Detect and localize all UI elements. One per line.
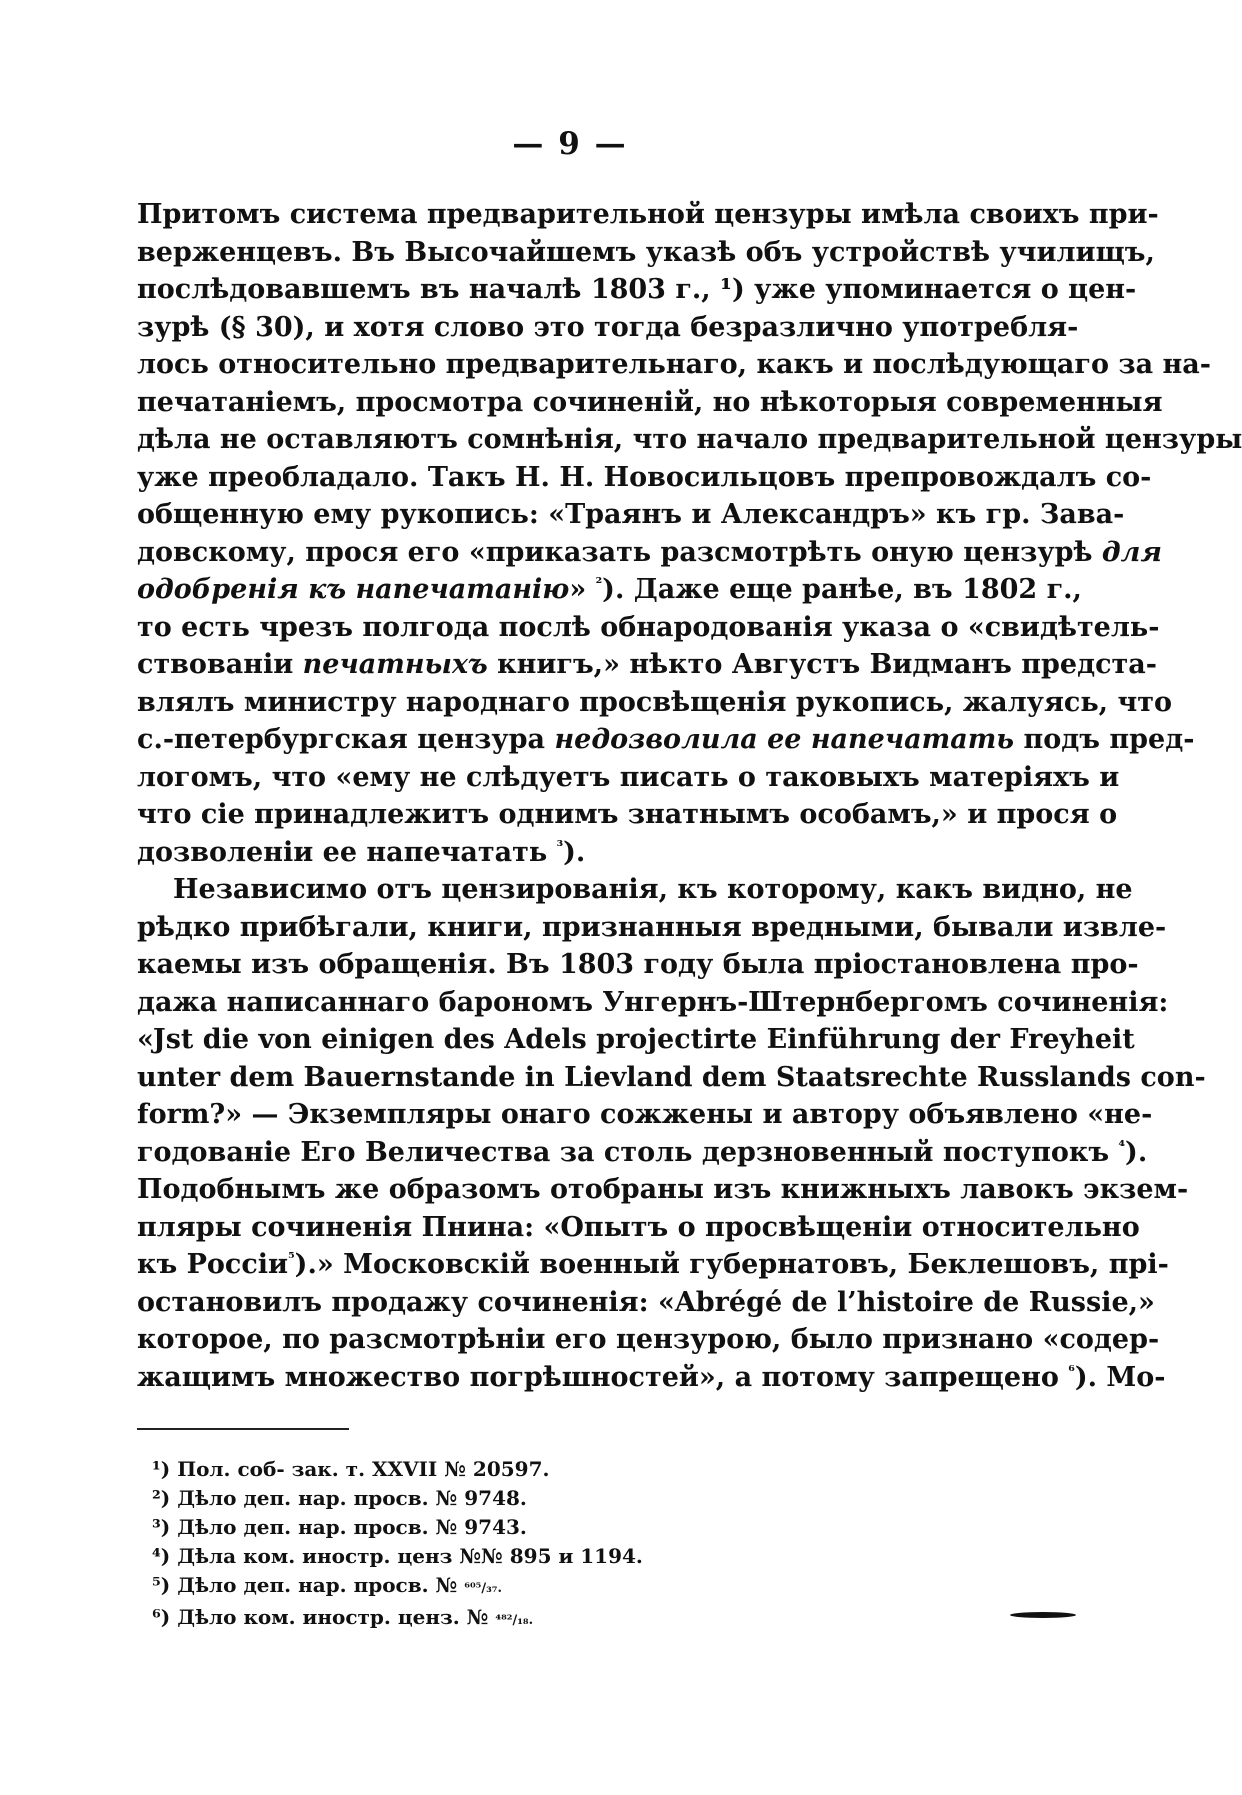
footnote: ³) Дѣло деп. нар. просв. № 9743. xyxy=(152,1515,527,1539)
note-mark: ¹) xyxy=(720,274,745,305)
footnote: ⁴) Дѣла ком. иностр. ценз №№ 895 и 1194. xyxy=(152,1544,643,1568)
text-line: влялъ министру народнаго просвѣщенія рукопись, жалуясь, что xyxy=(137,686,1172,718)
note-mark: ⁴ xyxy=(1118,1136,1126,1155)
text-line: form?» — Экземпляры онаго сожжены и автору объявлено «не- xyxy=(137,1099,1153,1130)
text-line: которое, по разсмотрѣніи его цензурою, было признано «содер- xyxy=(137,1324,1160,1355)
text-line: дѣла не оставляютъ сомнѣнія, что начало предварительной цензуры xyxy=(137,424,1242,455)
text-line: дозволеніи ее напечатать $^{^3}$). xyxy=(137,836,586,868)
printer-ornament-dash xyxy=(1010,1612,1076,1618)
text-line: годованіе Его Величества за столь дерзновенный поступокъ $^{^4}$). xyxy=(137,1136,1148,1168)
text-line: дажа написаннаго барономъ Унгернъ-Штернбергомъ сочиненія: xyxy=(137,986,1169,1018)
text-line: «Jst die von einigen des Adels projectirte Einführung der Freyheit xyxy=(137,1024,1135,1055)
text-line: довскому, прося его «приказать разсмотрѣть оную цензурѣ для xyxy=(137,536,1162,568)
text-line: зурѣ (§ 30), и хотя слово это тогда безразлично употребля- xyxy=(137,311,1079,343)
text-line: unter dem Bauernstande in Lievland dem Staatsrechte Russlands con- xyxy=(137,1061,1206,1093)
note-mark: ² xyxy=(595,574,603,592)
text-line: Независимо отъ цензированія, къ которому, какъ видно, не xyxy=(173,874,1133,905)
footnotes xyxy=(152,1455,643,1635)
note-mark: ³ xyxy=(556,836,564,855)
text-line: уже преобладало. Такъ Н. Н. Новосильцовъ препровождалъ со- xyxy=(137,461,1152,493)
text-line: лось относительно предварительнаго, какъ и послѣдующаго за на- xyxy=(137,349,1211,380)
text-line: остановилъ продажу сочиненія: «Abrégé de l’histoire de Russie,» xyxy=(137,1286,1155,1318)
text-line: логомъ, что «ему не слѣдуетъ писать о таковыхъ матеріяхъ и xyxy=(137,761,1120,793)
text-line: печатаніемъ, просмотра сочиненій, но нѣкоторыя современныя xyxy=(137,386,1163,418)
note-mark: ⁵ xyxy=(288,1249,295,1267)
text-line: къ Россіи$^{^5}$).» Московскій военный губернатовъ, Беклешовъ, прі- xyxy=(137,1249,1169,1280)
text-line: каемы изъ обращенія. Въ 1803 году была пріостановлена про- xyxy=(137,949,1139,980)
footnote: ²) Дѣло деп. нар. просв. № 9748. xyxy=(152,1486,527,1510)
text-line: что сіе принадлежитъ однимъ знатнымъ особамъ,» и прося о xyxy=(137,799,1118,830)
note-mark: ⁶ xyxy=(1068,1361,1075,1380)
text-line: то есть чрезъ полгода послѣ обнародованія указа о «свидѣтель- xyxy=(137,611,1160,643)
text-line: одобренія къ напечатанію» $^{^2}$). Даже еще ранѣе, въ 1802 г., xyxy=(137,574,1082,605)
footnote: ⁶) Дѣло ком. иностр. ценз. № ⁴⁸²/₁₈. xyxy=(152,1605,534,1629)
text-line: рѣдко прибѣгали, книги, признанныя вредными, бывали извле- xyxy=(137,911,1167,943)
text-line: Подобнымъ же образомъ отобраны изъ книжныхъ лавокъ экзем- xyxy=(137,1174,1189,1205)
text-line: жащимъ множество погрѣшностей», а потому запрещено $^{^6}$). Мо- xyxy=(137,1361,1166,1393)
page-number: — 9 — xyxy=(512,126,628,162)
footnote: ¹) Пол. соб- зак. т. XXVII № 20597. xyxy=(152,1457,550,1481)
text-line: общенную ему рукопись: «Траянъ и Александръ» къ гр. Зава- xyxy=(137,499,1125,530)
text-line: верженцевъ. Въ Высочайшемъ указѣ объ устройствѣ училищъ, xyxy=(137,236,1155,268)
footnote: ⁵) Дѣло деп. нар. просв. № ⁶⁰⁵/₃₇. xyxy=(152,1573,502,1597)
footnote-divider xyxy=(137,1428,349,1430)
text-line: Притомъ система предварительной цензуры имѣла своихъ при- xyxy=(137,199,1159,230)
text-line: послѣдовавшемъ въ началѣ 1803 г., ¹) уже упоминается о цен- xyxy=(137,274,1137,305)
text-line: ствованіи печатныхъ книгъ,» нѣкто Августъ Видманъ предста- xyxy=(137,649,1157,680)
body-text xyxy=(137,196,1242,1396)
text-line: пляры сочиненія Пнина: «Опытъ о просвѣщеніи относительно xyxy=(137,1211,1140,1243)
text-line: с.-петербургская цензура недозволила ее напечатать подъ пред- xyxy=(137,724,1195,755)
